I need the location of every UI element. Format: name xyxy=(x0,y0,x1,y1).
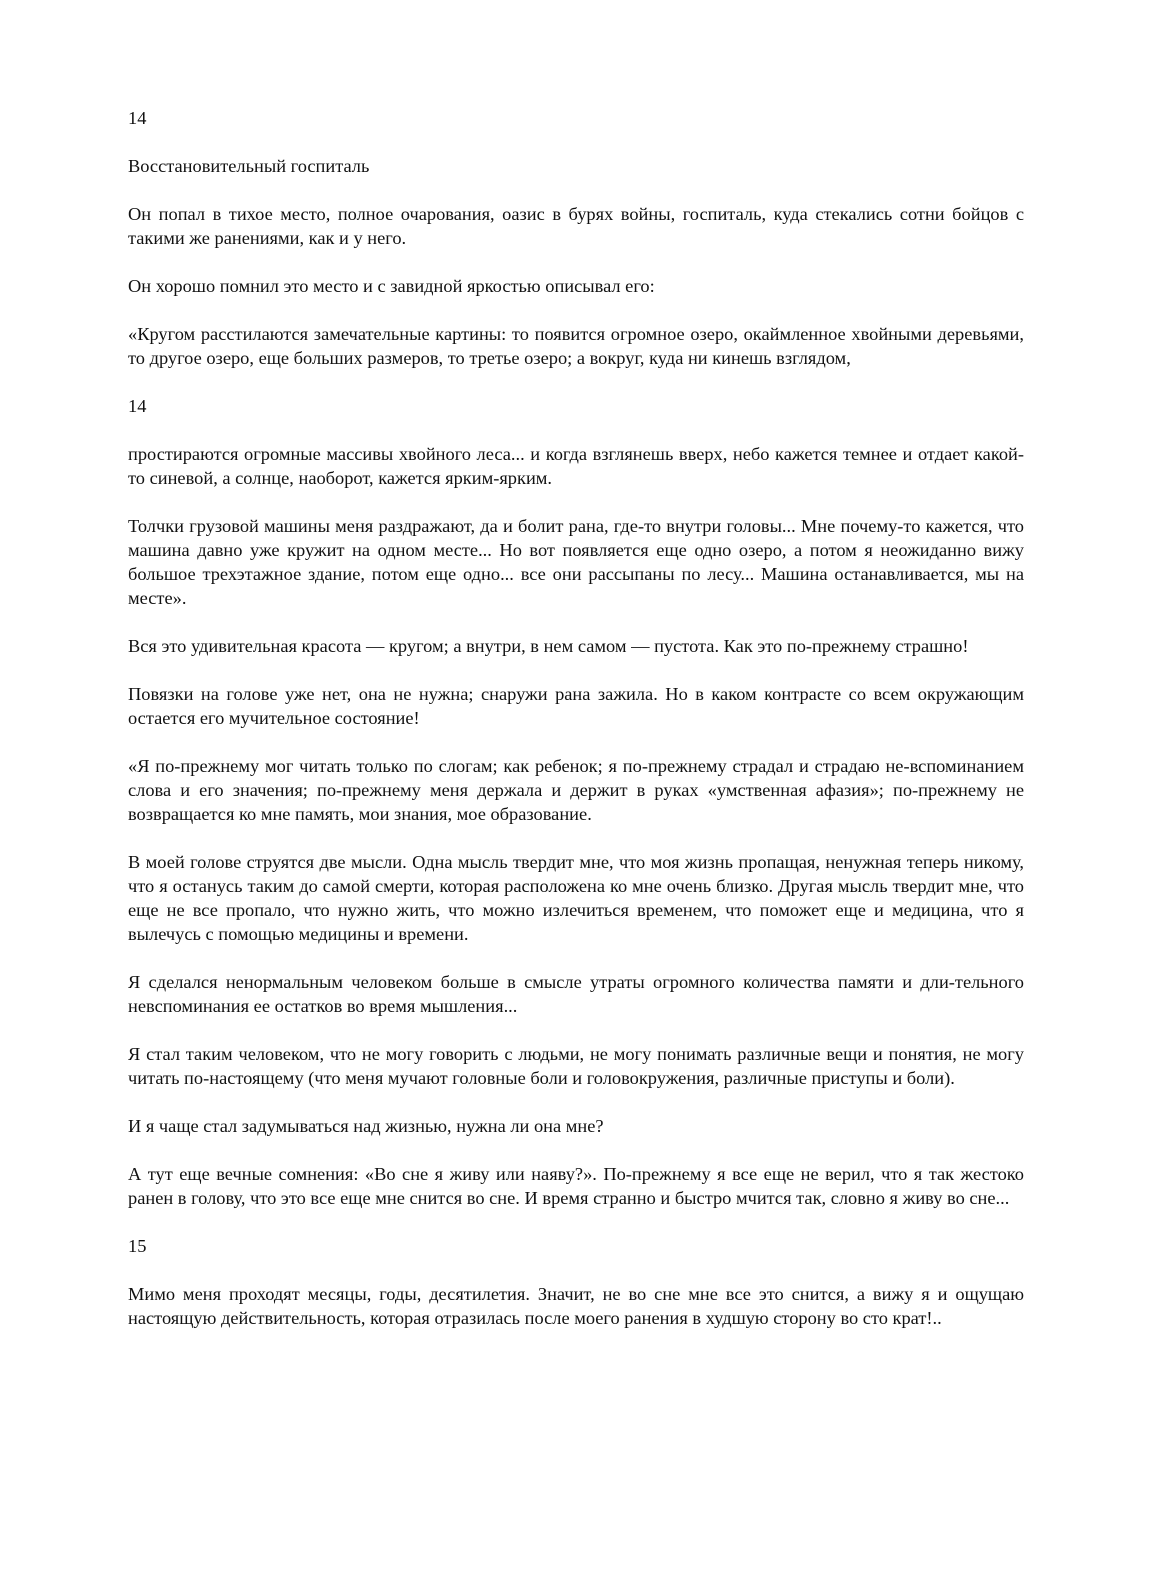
paragraph: В моей голове струятся две мысли. Одна мысль твердит мне, что моя жизнь пропащая, ненужная теперь никому, что я останусь таким до самой смерти, которая расположена ко мне очень близко. Другая мысль твердит мне, что еще не все пропало, что нужно жить, что можно излечиться временем, что поможет еще и медицина, что я вылечусь с помощью медицины и времени. xyxy=(128,852,1024,944)
page-number: 14 xyxy=(128,396,147,416)
paragraph: Вся это удивительная красота — кругом; а внутри, в нем самом — пустота. Как это по-прежнему страшно! xyxy=(128,636,969,656)
document-page xyxy=(128,106,1024,1354)
paragraph: Мимо меня проходят месяцы, годы, десятилетия. Значит, не во сне мне все это снится, а вижу я и ощущаю настоящую действительность, которая отразилась после моего ранения в худшую сторону во сто крат!.. xyxy=(128,1284,1024,1328)
paragraph: Повязки на голове уже нет, она не нужна; снаружи рана зажила. Но в каком контрасте со всем окружающим остается его мучительное состояние! xyxy=(128,684,1024,728)
paragraph: простираются огромные массивы хвойного леса... и когда взглянешь вверх, небо кажется темнее и отдает какой-то синевой, а солнце, наоборот, кажется ярким-ярким. xyxy=(128,444,1024,488)
paragraph: «Кругом расстилаются замечательные картины: то появится огромное озеро, окаймленное хвойными деревьями, то другое озеро, еще больших размеров, то третье озеро; а вокруг, куда ни кинешь взглядом, xyxy=(128,324,1024,368)
chapter-title: Восстановительный госпиталь xyxy=(128,156,370,176)
page-number: 15 xyxy=(128,1236,147,1256)
paragraph: И я чаще стал задумываться над жизнью, нужна ли она мне? xyxy=(128,1116,604,1136)
paragraph: Он попал в тихое место, полное очарования, оазис в бурях войны, госпиталь, куда стекались сотни бойцов с такими же ранениями, как и у него. xyxy=(128,204,1024,248)
paragraph: Я сделался ненормальным человеком больше в смысле утраты огромного количества памяти и дли-тельного невспоминания ее остатков во время мышления... xyxy=(128,972,1024,1016)
paragraph: Он хорошо помнил это место и с завидной яркостью описывал его: xyxy=(128,276,655,296)
paragraph: Я стал таким человеком, что не могу говорить с людьми, не могу понимать различные вещи и понятия, не могу читать по-настоящему (что меня мучают головные боли и головокружения, различные приступы и боли). xyxy=(128,1044,1024,1088)
paragraph: «Я по-прежнему мог читать только по слогам; как ребенок; я по-прежнему страдал и страдаю не-вспоминанием слова и его значения; по-прежнему меня держала и держит в руках «умственная афазия»; по-прежнему не возвращается ко мне память, мои знания, мое образование. xyxy=(128,756,1024,824)
page-number: 14 xyxy=(128,108,147,128)
paragraph: А тут еще вечные сомнения: «Во сне я живу или наяву?». По-прежнему я все еще не верил, что я так жестоко ранен в голову, что это все еще мне снится во сне. И время странно и быстро мчится так, словно я живу во сне... xyxy=(128,1164,1024,1208)
paragraph: Толчки грузовой машины меня раздражают, да и болит рана, где-то внутри головы... Мне почему-то кажется, что машина давно уже кружит на одном месте... Но вот появляется еще одно озеро, а потом я неожиданно вижу большое трехэтажное здание, потом еще одно... все они рассыпаны по лесу... Машина останавливается, мы на месте». xyxy=(128,516,1024,608)
